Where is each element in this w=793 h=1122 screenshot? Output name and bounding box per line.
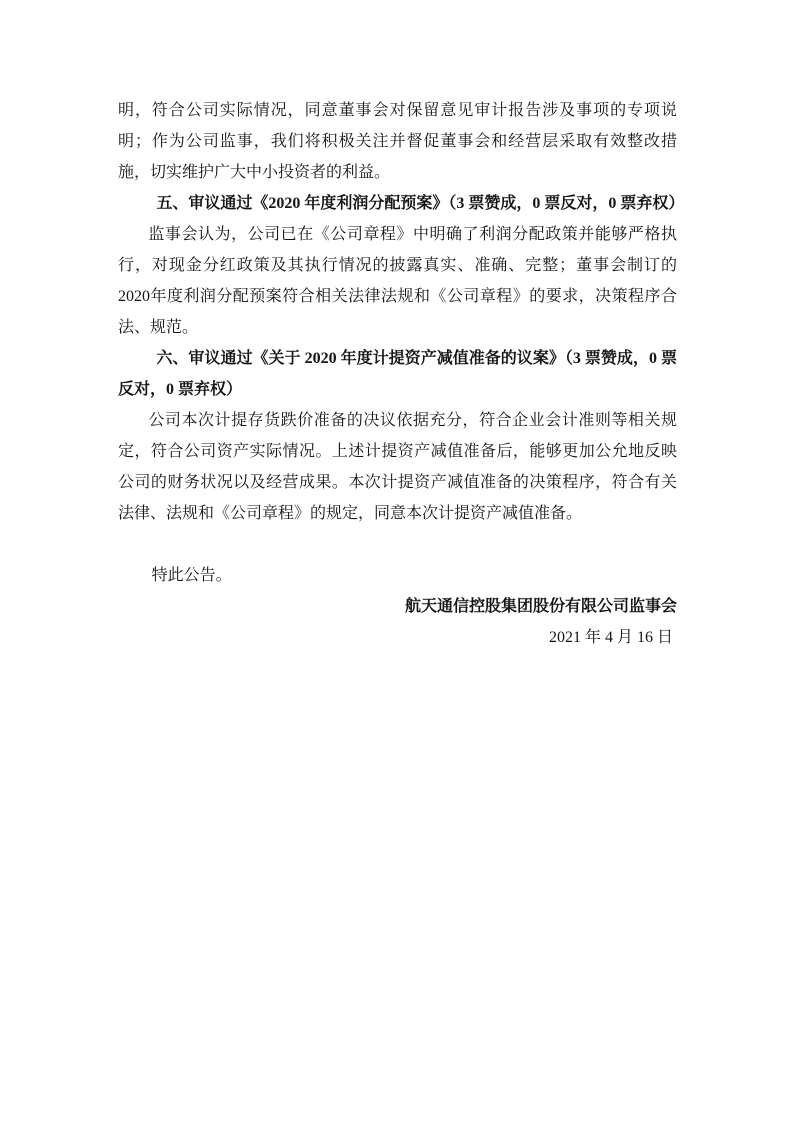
paragraph-profit-distribution-opinion: 监事会认为，公司已在《公司章程》中明确了利润分配政策并能够严格执行，对现金分红政策及其执行情况的披露真实、准确、完整；董事会制订的2020年度利润分配预案符合相关法律法规和《公司章程》的要求，决策程序合法、规范。	[118, 226, 677, 336]
closing-statement: 特此公告。	[151, 567, 232, 584]
section-5-heading-profit-distribution: 五、审议通过《2020 年度利润分配预案》（3 票赞成，0 票反对，0 票弃权）	[156, 195, 685, 212]
section-6-heading-asset-impairment: 六、审议通过《关于 2020 年度计提资产减值准备的议案》（3 票赞成，0 票反对，0 票弃权）	[118, 350, 677, 398]
signature-company-name: 航天通信控股集团股份有限公司监事会	[404, 598, 677, 615]
blank-line-spacer	[118, 529, 677, 560]
paragraph-audit-opinion-continued: 明，符合公司实际情况，同意董事会对保留意见审计报告涉及事项的专项说明；作为公司监事，我们将积极关注并督促董事会和经营层采取有效整改措施，切实维护广大中小投资者的利益。	[118, 102, 677, 181]
signature-date: 2021 年 4 月 16 日	[548, 629, 673, 646]
paragraph-asset-impairment-opinion: 公司本次计提存货跌价准备的决议依据充分，符合企业会计准则等相关规定，符合公司资产实际情况。上述计提资产减值准备后，能够更加公允地反映公司的财务状况以及经营成果。本次计提资产减值准备的决策程序，符合有关法律、法规和《公司章程》的规定，同意本次计提资产减值准备。	[118, 412, 677, 522]
